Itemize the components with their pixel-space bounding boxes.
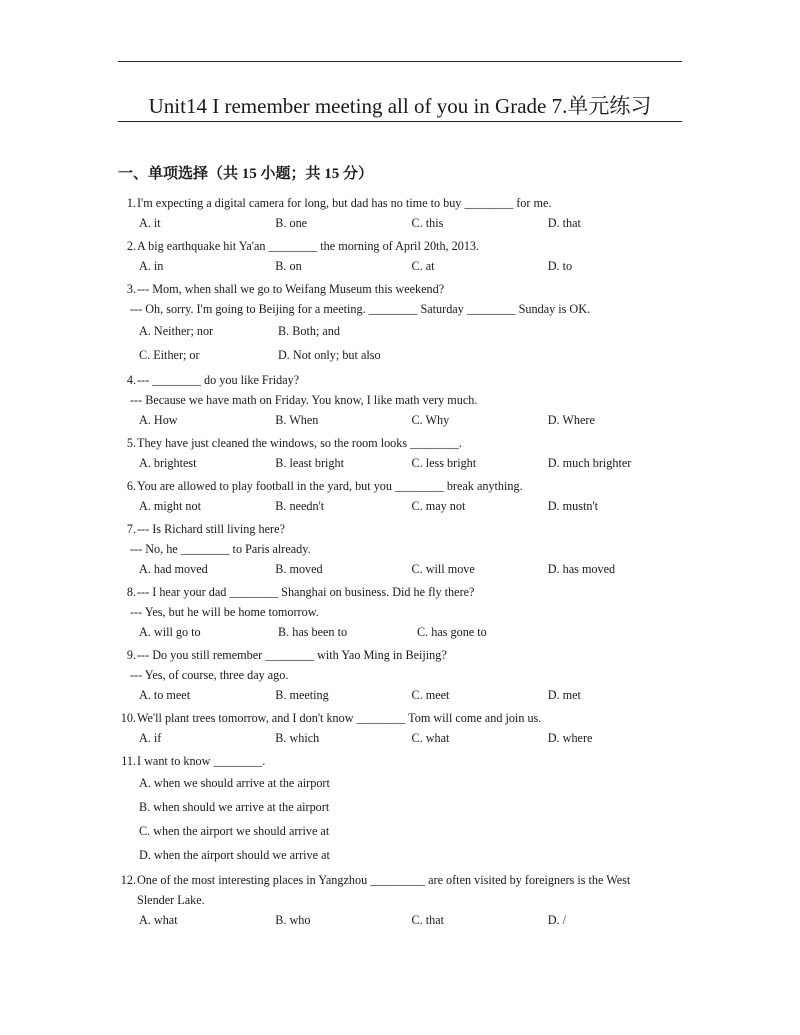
question-6 <box>118 476 684 516</box>
option-c: C. Why <box>411 413 450 427</box>
dialog-line: --- Oh, sorry. I'm going to Beijing for a meeting. ________ Saturday ________ Sunday is OK. <box>130 302 591 316</box>
option-d: D. where <box>547 731 593 745</box>
question-7 <box>118 519 684 579</box>
option-a: A. if <box>139 731 162 745</box>
option-c: C. that <box>411 913 444 927</box>
option-d: D. when the airport should we arrive at <box>139 848 330 862</box>
question-number: 2. <box>126 239 136 253</box>
question-1 <box>118 193 684 233</box>
option-b: B. one <box>275 216 308 230</box>
question-stem: We'll plant trees tomorrow, and I don't know ________ Tom will come and join us. <box>137 711 542 725</box>
option-c: C. less bright <box>411 456 477 470</box>
option-a: A. How <box>139 413 178 427</box>
option-c: C. may not <box>411 499 466 513</box>
option-b: B. which <box>275 731 320 745</box>
option-a: A. to meet <box>139 688 191 702</box>
question-number: 12. <box>120 873 136 887</box>
option-d: D. much brighter <box>547 456 632 470</box>
option-b: B. least bright <box>275 456 344 470</box>
question-stem: --- Do you still remember ________ with Yao Ming in Beijing? <box>137 648 447 662</box>
option-d: D. Not only; but also <box>278 348 381 362</box>
option-c: C. meet <box>411 688 450 702</box>
question-5 <box>118 433 684 473</box>
option-b: B. who <box>275 913 311 927</box>
question-10 <box>118 708 684 748</box>
option-b: B. moved <box>275 562 323 576</box>
question-stem: --- ________ do you like Friday? <box>137 373 300 387</box>
option-c: C. has gone to <box>417 625 487 639</box>
option-a: A. might not <box>139 499 201 513</box>
question-number: 11. <box>121 754 136 768</box>
option-a: A. what <box>139 913 178 927</box>
question-stem: --- Mom, when shall we go to Weifang Museum this weekend? <box>137 282 445 296</box>
option-a: A. Neither; nor <box>139 324 214 338</box>
question-number: 6. <box>126 479 136 493</box>
option-a: A. when we should arrive at the airport <box>139 776 330 790</box>
option-d: D. mustn't <box>547 499 599 513</box>
page-title: Unit14 I remember meeting all of you in Grade 7.单元练习 <box>148 94 652 118</box>
question-11 <box>118 751 684 867</box>
question-stem: I'm expecting a digital camera for long, but dad has no time to buy ________ for me. <box>137 196 552 210</box>
option-b: B. meeting <box>275 688 329 702</box>
question-stem: --- I hear your dad ________ Shanghai on business. Did he fly there? <box>137 585 475 599</box>
option-c: C. this <box>411 216 444 230</box>
question-stem: One of the most interesting places in Yangzhou _________ are often visited by foreigners is the West <box>137 873 631 887</box>
option-a: A. brightest <box>139 456 197 470</box>
option-c: C. Either; or <box>139 348 200 362</box>
option-c: C. will move <box>411 562 475 576</box>
question-9 <box>118 645 684 705</box>
option-c: C. what <box>411 731 450 745</box>
option-d: D. to <box>547 259 573 273</box>
question-number: 3. <box>126 282 136 296</box>
question-3 <box>118 279 684 367</box>
question-stem: They have just cleaned the windows, so the room looks ________. <box>137 436 462 450</box>
option-b: B. needn't <box>275 499 325 513</box>
question-2 <box>118 236 684 276</box>
option-d: D. that <box>547 216 581 230</box>
question-4 <box>118 370 684 430</box>
question-number: 8. <box>126 585 136 599</box>
question-stem: You are allowed to play football in the yard, but you ________ break anything. <box>137 479 523 493</box>
option-d: D. met <box>547 688 581 702</box>
option-b: B. on <box>275 259 302 273</box>
dialog-line: --- No, he ________ to Paris already. <box>130 542 311 556</box>
question-number: 7. <box>126 522 136 536</box>
question-number: 10. <box>120 711 136 725</box>
question-number: 5. <box>126 436 136 450</box>
option-a: A. will go to <box>139 625 201 639</box>
option-d: D. has moved <box>547 562 616 576</box>
question-number: 9. <box>126 648 136 662</box>
question-12 <box>118 870 684 930</box>
option-b: B. Both; and <box>278 324 340 338</box>
section-heading: 一、单项选择（共 15 小题；共 15 分） <box>118 166 374 182</box>
dialog-line: --- Yes, of course, three day ago. <box>130 668 289 682</box>
question-stem: I want to know ________. <box>137 754 266 768</box>
option-b: B. when should we arrive at the airport <box>139 800 330 814</box>
option-b: B. has been to <box>278 625 348 639</box>
question-number: 4. <box>126 373 136 387</box>
option-d: D. Where <box>547 413 595 427</box>
question-stem: --- Is Richard still living here? <box>137 522 285 536</box>
option-c: C. when the airport we should arrive at <box>139 824 330 838</box>
option-a: A. in <box>139 259 164 273</box>
option-d: D. / <box>547 913 567 927</box>
option-a: A. had moved <box>139 562 208 576</box>
option-b: B. When <box>275 413 319 427</box>
title-underline <box>118 121 682 122</box>
question-number: 1. <box>126 196 136 210</box>
option-a: A. it <box>139 216 161 230</box>
option-c: C. at <box>411 259 435 273</box>
top-rule <box>118 61 682 62</box>
question-stem-continued: Slender Lake. <box>137 893 205 907</box>
dialog-line: --- Yes, but he will be home tomorrow. <box>130 605 319 619</box>
question-list <box>118 193 684 930</box>
dialog-line: --- Because we have math on Friday. You know, I like math very much. <box>130 393 478 407</box>
question-8 <box>118 582 684 642</box>
question-stem: A big earthquake hit Ya'an ________ the morning of April 20th, 2013. <box>137 239 480 253</box>
